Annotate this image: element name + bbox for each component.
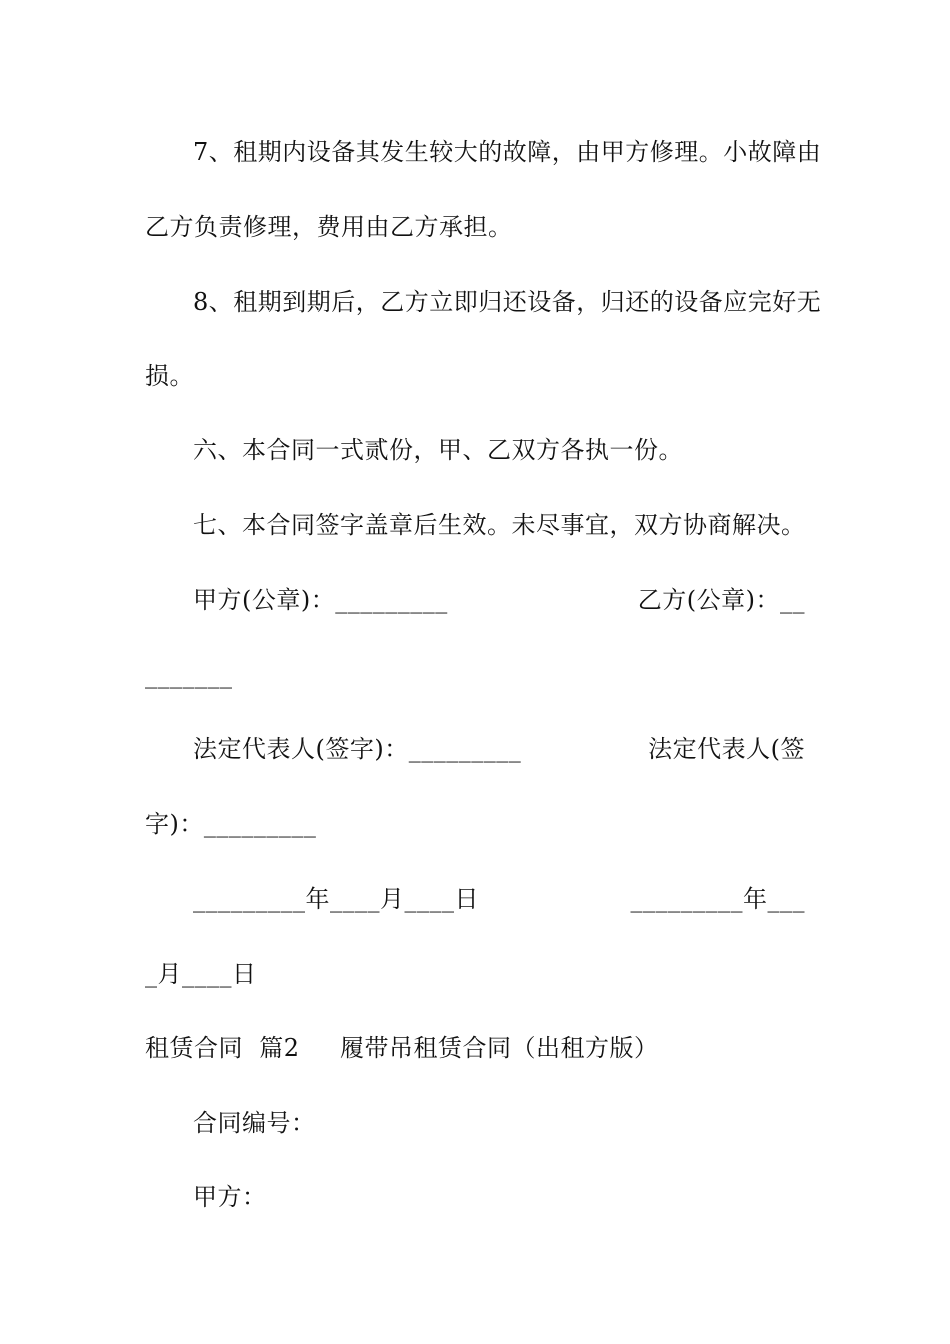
party-b-date-line: _________年___ xyxy=(630,885,805,913)
clause-item-8: 8、租期到期后，乙方立即归还设备，归还的设备应完好无 xyxy=(193,288,822,316)
clause-item-7: 7、租期内设备其发生较大的故障，由甲方修理。小故障由 xyxy=(193,138,822,166)
party-b-seal-line-continued: _______ xyxy=(145,661,233,689)
clause-item-7-continued: 乙方负责修理，费用由乙方承担。 xyxy=(145,213,513,241)
party-b-representative-line: 法定代表人(签 xyxy=(648,735,805,763)
section-heading: 租赁合同 篇2 xyxy=(145,1034,300,1062)
party-b-date-line-continued: _月____日 xyxy=(145,960,257,988)
clause-seven: 七、本合同签字盖章后生效。未尽事宜，双方协商解决。 xyxy=(193,511,806,539)
party-a-label: 甲方： xyxy=(193,1183,267,1211)
party-a-representative-line: 法定代表人(签字)：_________ xyxy=(193,735,522,763)
section-title: 履带吊租赁合同（出租方版） xyxy=(340,1034,659,1062)
party-a-seal-line: 甲方(公章)：_________ xyxy=(193,586,448,614)
clause-item-8-continued: 损。 xyxy=(145,362,194,390)
party-a-date-line: _________年____月____日 xyxy=(193,885,479,913)
clause-six: 六、本合同一式贰份，甲、乙双方各执一份。 xyxy=(193,436,683,464)
contract-number-label: 合同编号： xyxy=(193,1109,316,1137)
party-b-representative-line-continued: 字)：_________ xyxy=(145,810,317,838)
party-b-seal-line: 乙方(公章)：__ xyxy=(637,586,805,614)
